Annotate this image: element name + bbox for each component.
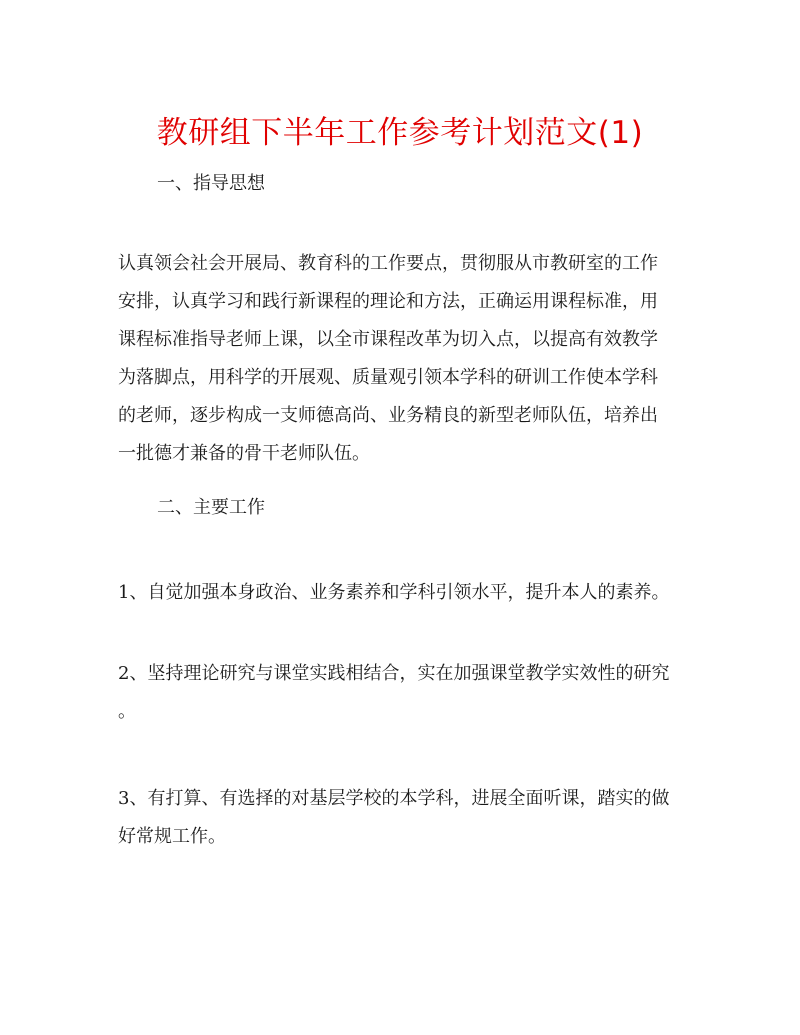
section1-paragraph bbox=[118, 245, 698, 473]
work-item-1 bbox=[118, 574, 698, 612]
paragraph-line: 的老师，逐步构成一支师德高尚、业务精良的新型老师队伍，培养出 bbox=[118, 405, 658, 426]
work-item-3 bbox=[118, 780, 698, 856]
paragraph-line: 好常规工作。 bbox=[118, 826, 226, 847]
paragraph-line: 2、坚持理论研究与课堂实践相结合，实在加强课堂教学实效性的研究 bbox=[118, 663, 670, 684]
paragraph-line: 一批德才兼备的骨干老师队伍。 bbox=[118, 443, 370, 464]
paragraph-line: 3、有打算、有选择的对基层学校的本学科，进展全面听课，踏实的做 bbox=[118, 788, 670, 809]
work-item-2 bbox=[118, 655, 698, 731]
paragraph-line: 为落脚点，用科学的开展观、质量观引领本学科的研训工作使本学科 bbox=[118, 367, 658, 388]
document-title: 教研组下半年工作参考计划范文(1) bbox=[156, 115, 644, 151]
paragraph-line: 安排，认真学习和践行新课程的理论和方法，正确运用课程标准，用 bbox=[118, 291, 658, 312]
paragraph-line: 认真领会社会开展局、教育科的工作要点，贯彻服从市教研室的工作 bbox=[118, 253, 658, 274]
paragraph-line: 1、自觉加强本身政治、业务素养和学科引领水平，提升本人的素养。 bbox=[118, 582, 670, 603]
section-heading-main-work: 二、主要工作 bbox=[157, 497, 265, 518]
paragraph-line: 课程标准指导老师上课，以全市课程改革为切入点，以提高有效教学 bbox=[118, 329, 658, 350]
paragraph-line: 。 bbox=[118, 701, 136, 722]
section-heading-guiding-ideology: 一、指导思想 bbox=[157, 173, 265, 194]
